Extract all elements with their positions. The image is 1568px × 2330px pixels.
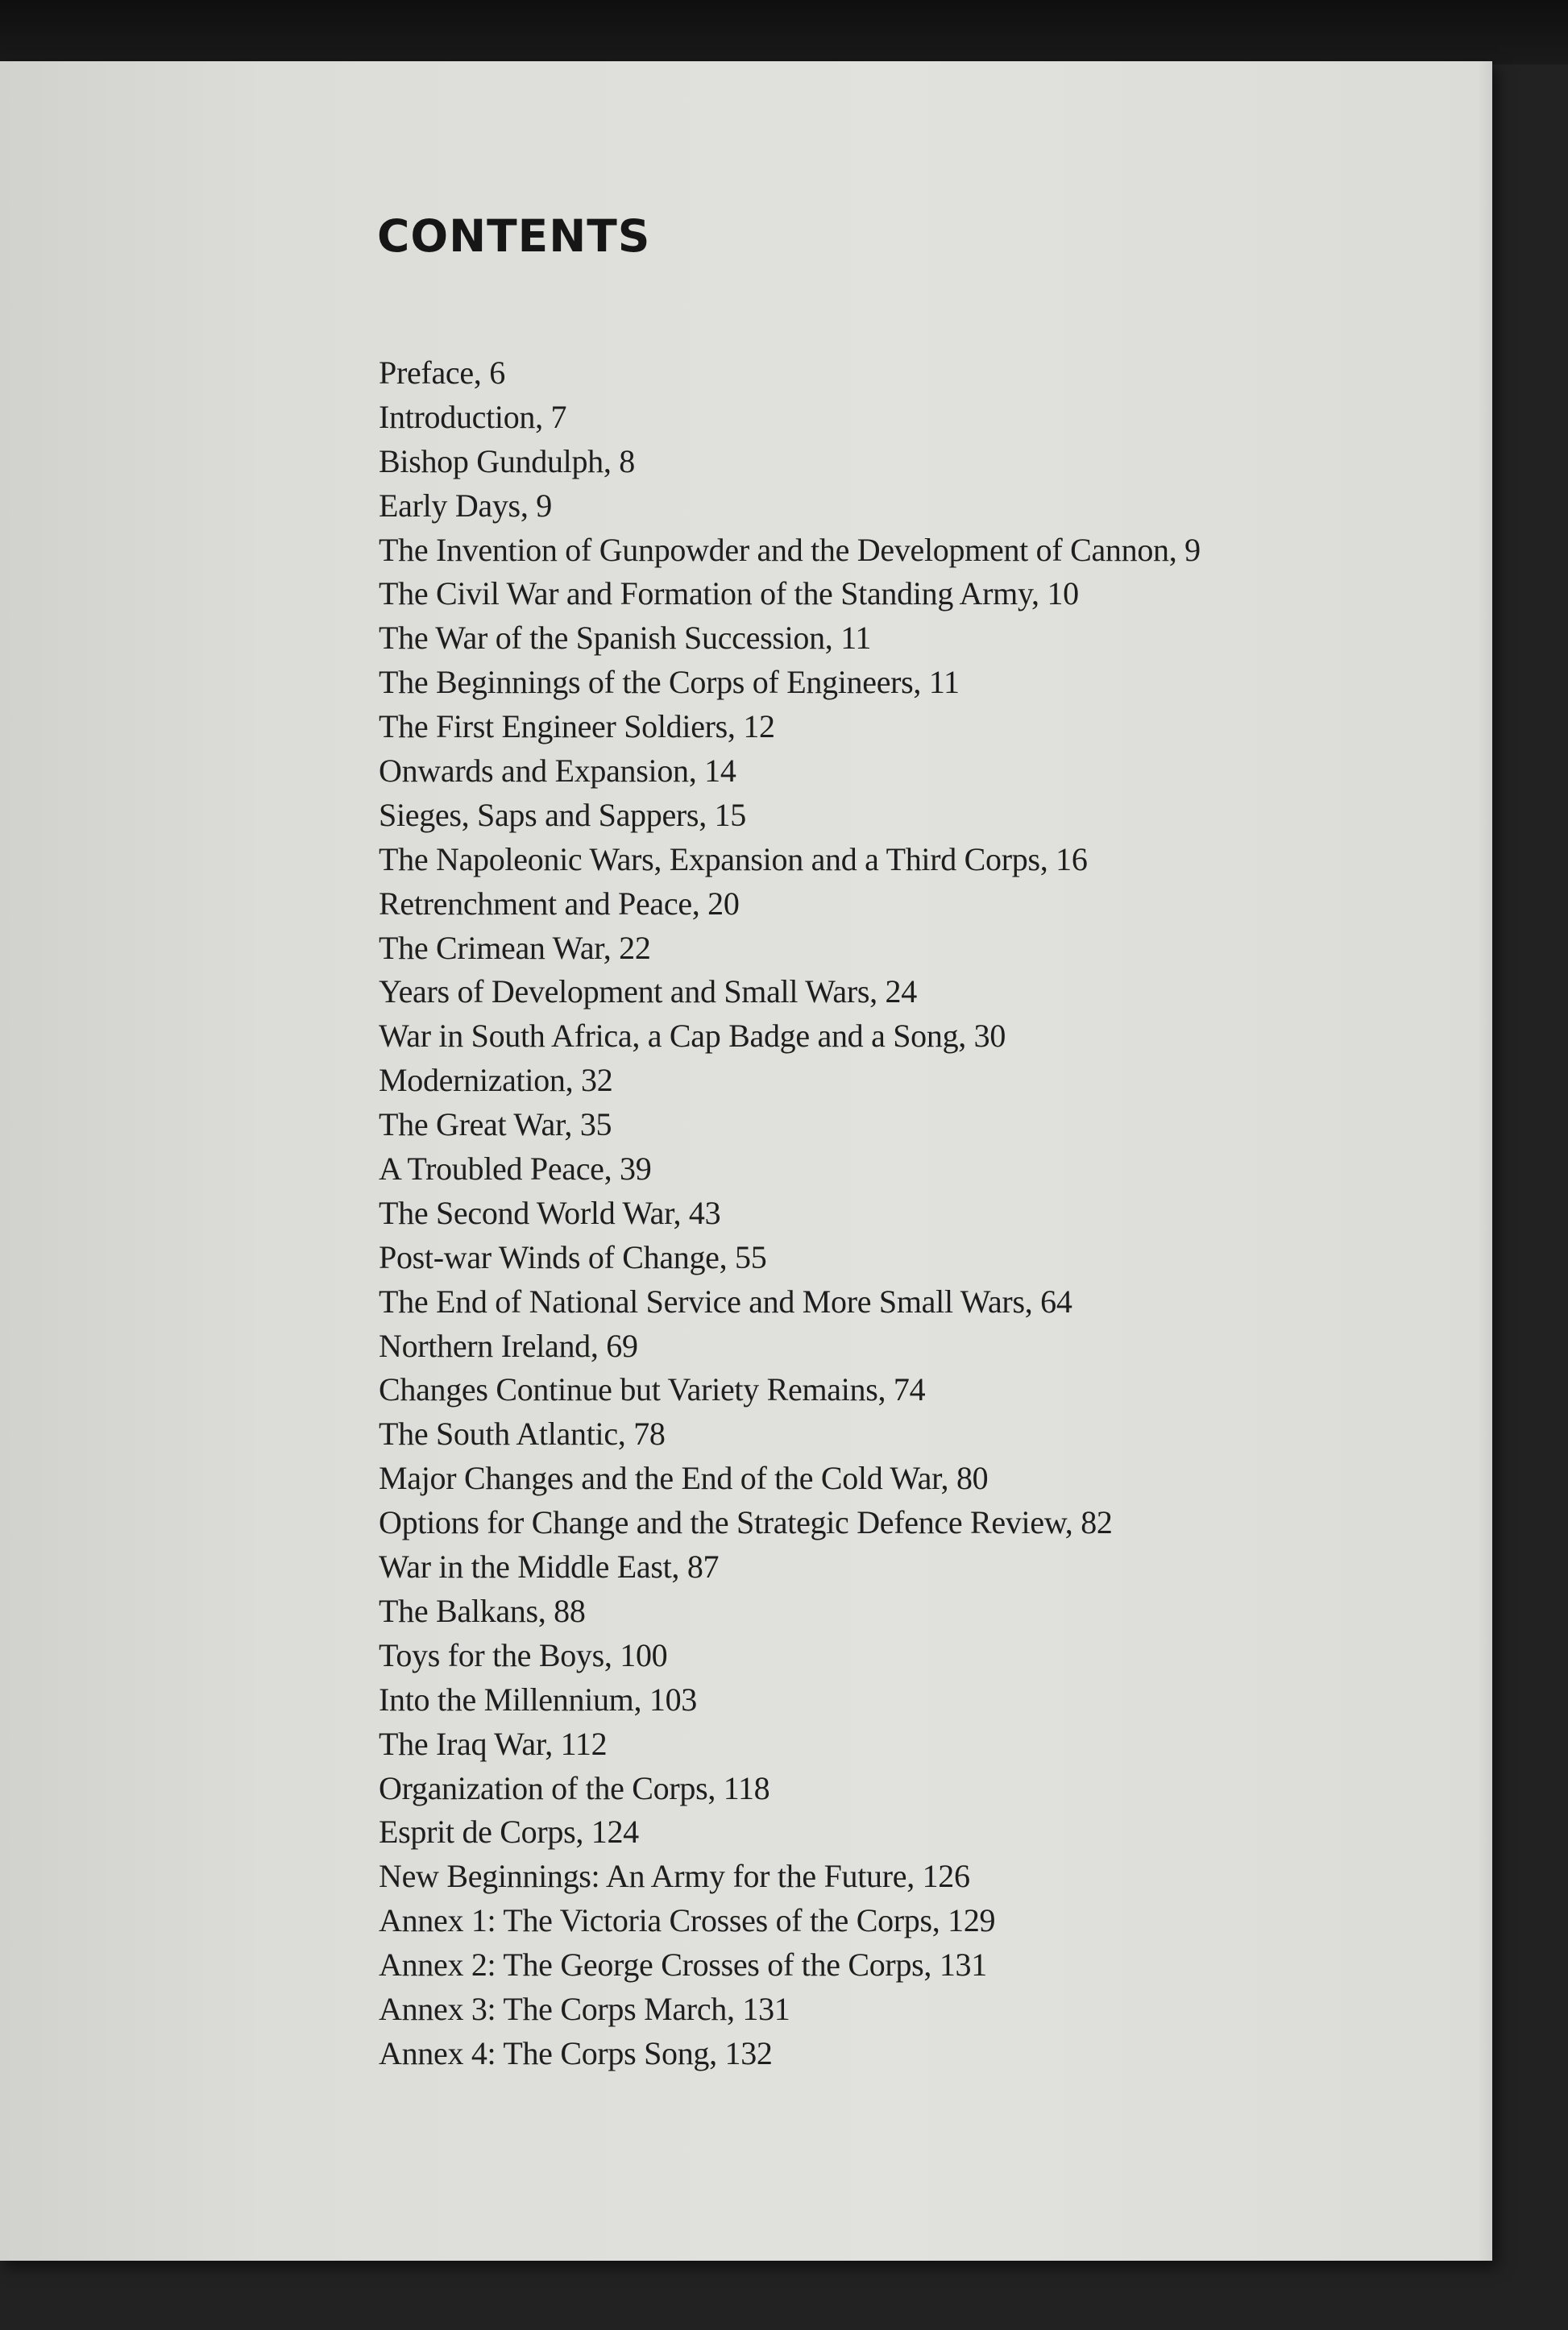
toc-entry: The Second World War, 43	[379, 1194, 721, 1231]
toc-entry: The South Atlantic, 78	[379, 1416, 666, 1453]
toc-entry: Toys for the Boys, 100	[379, 1636, 668, 1673]
page-title: CONTENTS	[377, 210, 651, 262]
toc-entry: Changes Continue but Variety Remains, 74	[379, 1371, 926, 1408]
toc-entry: The Civil War and Formation of the Standing Army, 10	[379, 575, 1079, 612]
toc-entry: Options for Change and the Strategic Defence Review, 82	[379, 1504, 1113, 1541]
toc-entry: The Great War, 35	[379, 1106, 612, 1143]
toc-entry: The Iraq War, 112	[379, 1725, 608, 1762]
toc-entry: The Crimean War, 22	[379, 929, 651, 966]
backdrop	[0, 0, 1568, 64]
toc-entry: Retrenchment and Peace, 20	[379, 885, 740, 922]
toc-entry: Introduction, 7	[379, 398, 567, 435]
toc-entry: Annex 2: The George Crosses of the Corps, 131	[379, 1947, 987, 1984]
toc-entry: Preface, 6	[379, 354, 505, 391]
table-of-contents	[379, 351, 1201, 2076]
toc-entry: War in the Middle East, 87	[379, 1548, 720, 1586]
toc-entry: The War of the Spanish Succession, 11	[379, 620, 872, 657]
toc-entry: Annex 3: The Corps March, 131	[379, 1990, 790, 2027]
book-page	[0, 61, 1492, 2261]
toc-entry: The First Engineer Soldiers, 12	[379, 708, 775, 745]
toc-entry: The Beginnings of the Corps of Engineers, 11	[379, 664, 960, 701]
toc-entry: The Napoleonic Wars, Expansion and a Third Corps, 16	[379, 840, 1088, 877]
toc-entry: The Balkans, 88	[379, 1592, 586, 1629]
toc-entry: Years of Development and Small Wars, 24	[379, 973, 917, 1010]
toc-entry: Esprit de Corps, 124	[379, 1814, 639, 1851]
toc-entry: Onwards and Expansion, 14	[379, 752, 736, 790]
toc-entry: Early Days, 9	[379, 487, 552, 524]
toc-entry: Annex 1: The Victoria Crosses of the Corps, 129	[379, 1902, 996, 1939]
toc-entry: New Beginnings: An Army for the Future, 126	[379, 1858, 970, 1895]
toc-entry: Post-war Winds of Change, 55	[379, 1238, 767, 1275]
toc-entry: Sieges, Saps and Sappers, 15	[379, 796, 746, 833]
toc-entry: A Troubled Peace, 39	[379, 1150, 652, 1188]
toc-entry: The End of National Service and More Small Wars, 64	[379, 1283, 1072, 1320]
toc-entry: Organization of the Corps, 118	[379, 1769, 770, 1806]
toc-entry: The Invention of Gunpowder and the Development of Cannon, 9	[379, 531, 1201, 568]
toc-entry: Into the Millennium, 103	[379, 1681, 697, 1718]
toc-entry: Modernization, 32	[379, 1062, 613, 1099]
toc-entry: Major Changes and the End of the Cold War, 80	[379, 1460, 989, 1497]
toc-entry: Northern Ireland, 69	[379, 1327, 638, 1364]
toc-entry: Annex 4: The Corps Song, 132	[379, 2034, 773, 2071]
toc-entry: War in South Africa, a Cap Badge and a Song, 30	[379, 1018, 1006, 1055]
toc-entry: Bishop Gundulph, 8	[379, 442, 635, 479]
